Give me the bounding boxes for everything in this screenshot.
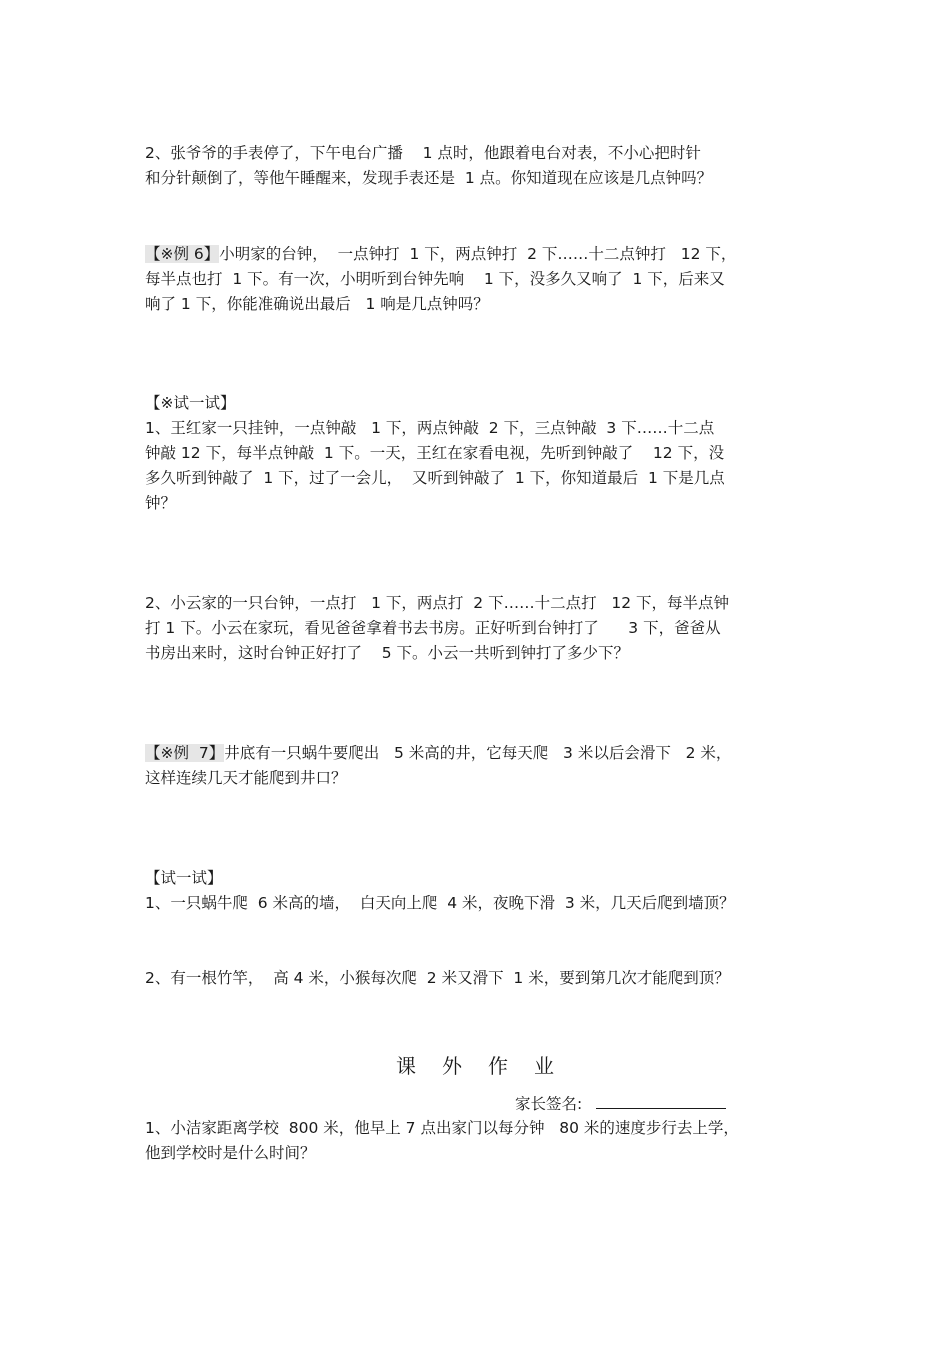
section-heading: 【试一试】: [145, 869, 223, 887]
text-line: 书房出来时，这时台钟正好打了 5 下。小云一共听到钟打了多少下？: [145, 644, 629, 662]
text-line: 1、王红家一只挂钟，一点钟敲 1 下，两点钟敲 2 下，三点钟敲 3 下……十二点: [145, 419, 715, 437]
parent-signature: [515, 1092, 726, 1117]
example-6: [145, 242, 807, 317]
example-7: [145, 741, 807, 791]
text-line: 钟？: [145, 494, 177, 512]
text-line: 和分针颠倒了，等他午睡醒来，发现手表还是 1 点。你知道现在应该是几点钟吗？: [145, 169, 713, 187]
signature-label: 家长签名:: [515, 1095, 583, 1113]
text-line: [145, 242, 807, 267]
homework-question-1: [145, 1116, 807, 1166]
text-line: 1、小洁家距离学校 800 米，他早上 7 点出家门以每分钟 80 米的速度步行去上学，: [145, 1119, 739, 1137]
text-line: 他到学校时是什么时间？: [145, 1144, 316, 1162]
text-line: 每半点也打 1 下。有一次，小明听到台钟先响 1 下，没多久又响了 1 下，后来又: [145, 270, 725, 288]
homework-title: 课外作业: [396, 1054, 580, 1078]
text-line: 打 1 下。小云在家玩，看见爸爸拿着书去书房。正好听到台钟打了 3 下，爸爸从: [145, 619, 721, 637]
text-line: 响了 1 下，你能准确说出最后 1 响是几点钟吗？: [145, 295, 489, 313]
text-line: [145, 741, 807, 766]
try-section-1: [145, 391, 807, 516]
text-line: 多久听到钟敲了 1 下，过了一会儿， 又听到钟敲了 1 下，你知道最后 1 下是几点: [145, 469, 725, 487]
text-line: 2、张爷爷的手表停了，下午电台广播 1 点时，他跟着电台对表，不小心把时针: [145, 144, 701, 162]
text-line: 2、小云家的一只台钟，一点打 1 下，两点打 2 下……十二点打 12 下，每半点钟: [145, 594, 730, 612]
example-7-line: 井底有一只蜗牛要爬出 5 米高的井，它每天爬 3 米以后会滑下 2 米，: [224, 744, 732, 762]
signature-line: [596, 1092, 726, 1109]
example-6-line: 小明家的台钟， 一点钟打 1 下，两点钟打 2 下……十二点钟打 12 下，: [219, 245, 737, 263]
example-7-tag: 【※例 7】: [145, 744, 225, 762]
text-line: 1、一只蜗牛爬 6 米高的墙， 白天向上爬 4 米，夜晚下滑 3 米，几天后爬到墙顶？: [145, 894, 735, 912]
text-line: 2、有一根竹竿， 高 4 米，小猴每次爬 2 米又滑下 1 米，要到第几次才能爬到顶？: [145, 969, 730, 987]
text-line: 这样连续几天才能爬到井口？: [145, 769, 347, 787]
text-line: 钟敲 12 下，每半点钟敲 1 下。一天，王红在家看电视，先听到钟敲了 12 下，没: [145, 444, 725, 462]
try-section-2: [145, 866, 807, 916]
question-xiaoyun-clock: [145, 591, 807, 666]
section-heading: 【※试一试】: [145, 394, 236, 412]
question-bamboo-monkey: [145, 966, 807, 991]
example-6-tag: 【※例 6】: [145, 245, 220, 263]
question-zhang-watch: [145, 141, 807, 191]
